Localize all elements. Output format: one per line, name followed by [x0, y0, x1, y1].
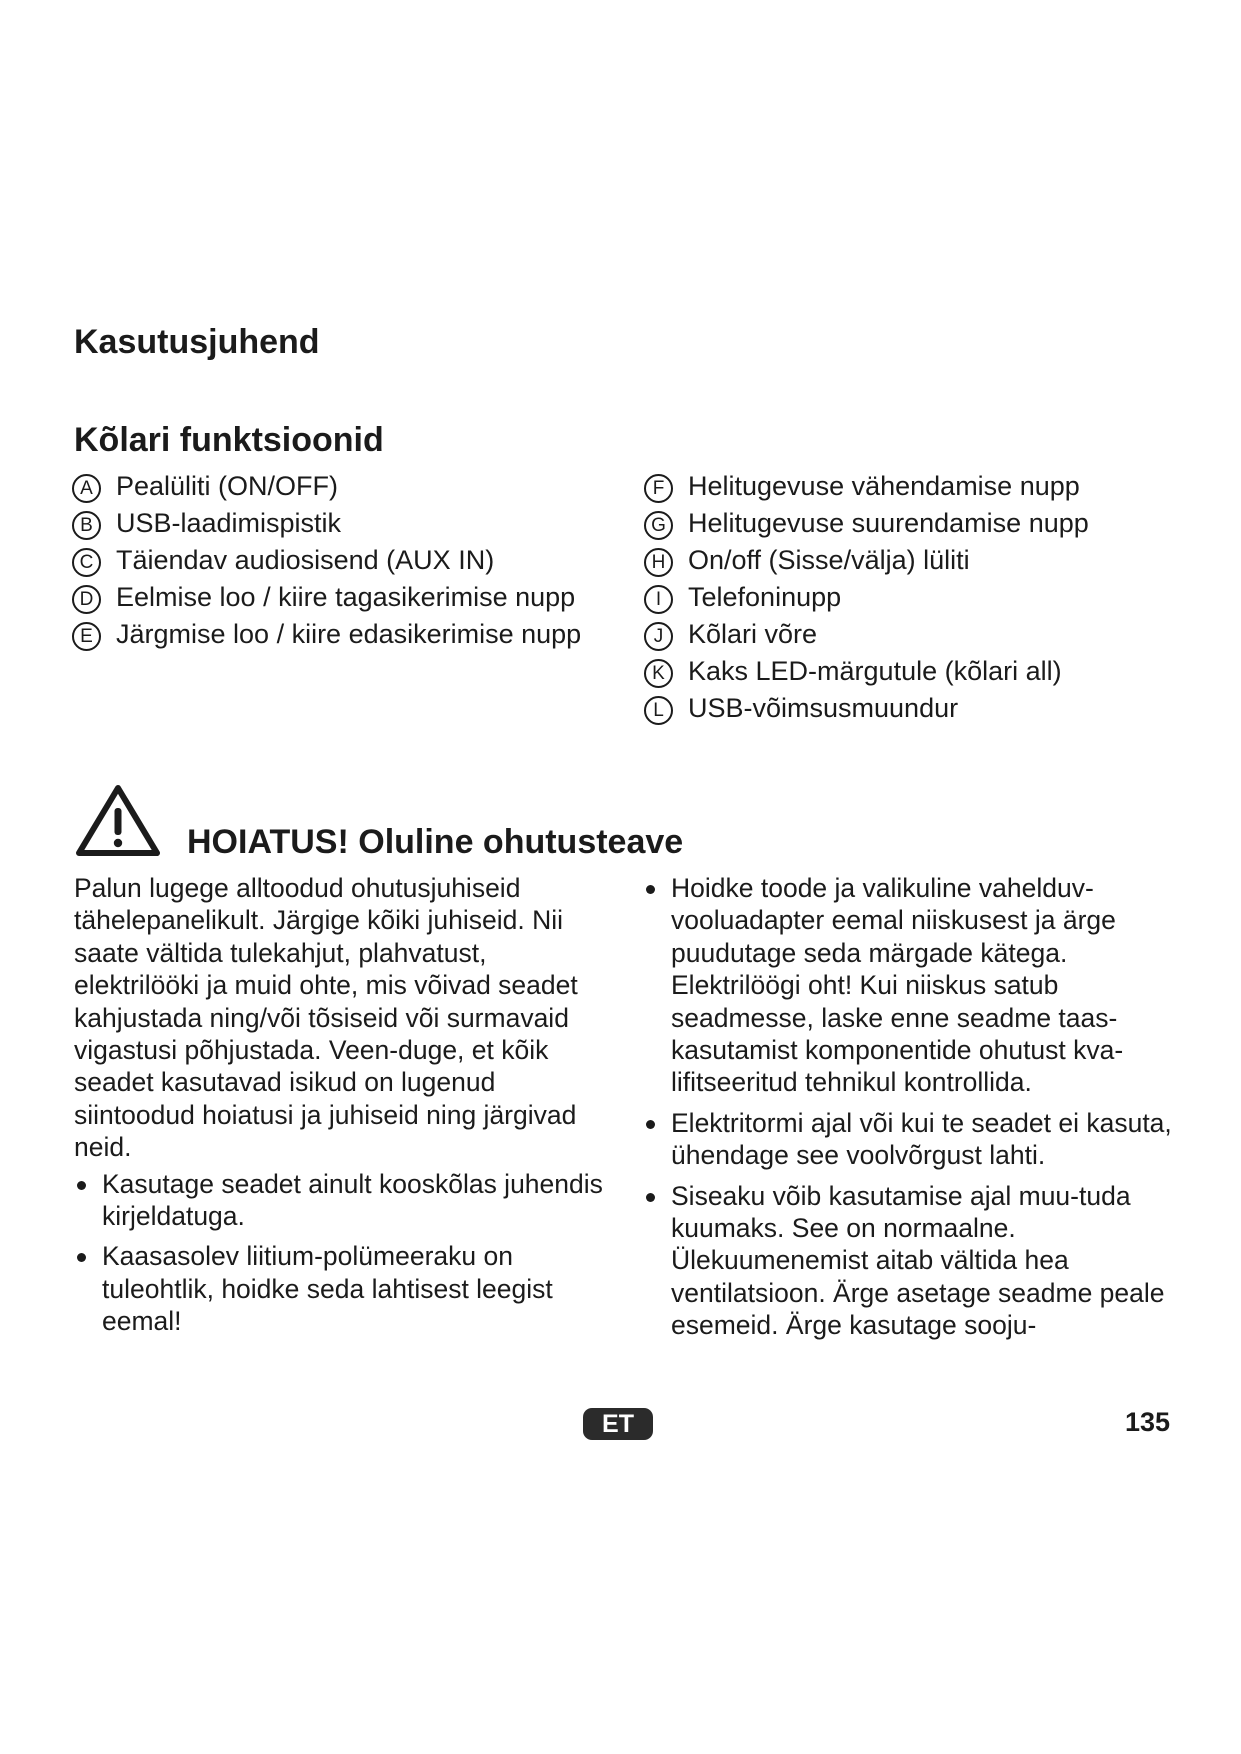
feature-text-f: Helitugevuse vähendamise nupp [688, 471, 1080, 501]
feature-item-g [644, 507, 1204, 540]
feature-item-b [72, 507, 592, 540]
feature-text-l: USB-võimsusmuundur [688, 693, 959, 723]
bullet-text: Siseaku võib kasutamise ajal muu-tuda kuumaks. See on normaalne. Ülekuumenemist aitab vältida hea ventilatsioon. Ärge asetage seadme peale esemeid. Ärge kasutage sooju- [671, 1180, 1165, 1341]
safety-column-left [74, 872, 604, 1346]
safety-bullets-right [643, 872, 1183, 1342]
feature-item-c [72, 544, 592, 577]
warning-triangle-icon [74, 782, 162, 860]
bullet-dot-icon [77, 1253, 86, 1262]
circled-letter-a: A [72, 474, 101, 503]
feature-item-i [644, 581, 1204, 614]
features-list-left [72, 470, 592, 655]
feature-item-h [644, 544, 1204, 577]
circled-letter-f: F [644, 474, 673, 503]
feature-text-g: Helitugevuse suurendamise nupp [688, 508, 1089, 538]
circled-letter-b: B [72, 511, 101, 540]
bullet-dot-icon [77, 1181, 86, 1190]
bullet-dot-icon [646, 1120, 655, 1129]
feature-text-j: Kõlari võre [688, 619, 818, 649]
circled-letter-c: C [72, 548, 101, 577]
bullet-item [74, 1168, 604, 1233]
feature-text-k: Kaks LED-märgutule (kõlari all) [688, 656, 1062, 686]
circled-letter-i: I [644, 585, 673, 614]
circled-letter-h: H [644, 548, 673, 577]
bullet-item [643, 872, 1183, 1099]
features-list-right [644, 470, 1204, 729]
bullet-dot-icon [646, 885, 655, 894]
feature-text-d: Eelmise loo / kiire tagasikerimise nupp [116, 582, 576, 612]
feature-text-e: Järgmise loo / kiire edasikerimise nupp [116, 619, 582, 649]
feature-text-b: USB-laadimispistik [116, 508, 342, 538]
feature-item-a [72, 470, 592, 503]
safety-intro: Palun lugege alltoodud ohutusjuhiseid tähelepanelikult. Järgige kõiki juhiseid. Nii saate vältida tulekahjut, plahvatust, elektrilööki ja muid ohte, mis võivad seadet kahjustada ning/või tõsiseid või surmavaid vigastusi põhjustada. Veen-duge, et kõik seadet kasutavad isikud on lugenud siintoodud hoiatusi ja juhiseid ning järgivad neid. [74, 873, 578, 1163]
feature-text-i: Telefoninupp [688, 582, 842, 612]
bullet-text: Hoidke toode ja valikuline vahelduv-vooluadapter eemal niiskusest ja ärge puudutage seda märgade kätega. Elektrilöögi oht! Kui niiskus satub seadmesse, laske enne seadme taas-kasutamist komponentide ohutust kva-lifitseeritud tehnikul kontrollida. [671, 873, 1124, 1098]
circled-letter-d: D [72, 585, 101, 614]
safety-bullets-left [74, 1168, 604, 1338]
bullet-text: Kaasasolev liitium-polümeeraku on tuleohtlik, hoidke seda lahtisest leegist eemal! [102, 1241, 553, 1337]
circled-letter-l: L [644, 696, 673, 725]
warning-title: HOIATUS! Oluline ohutusteave [187, 823, 684, 861]
circled-letter-e: E [72, 622, 101, 651]
circled-letter-j: J [644, 622, 673, 651]
circled-letter-g: G [644, 511, 673, 540]
feature-item-l [644, 692, 1204, 725]
feature-text-c: Täiendav audiosisend (AUX IN) [116, 545, 495, 575]
language-badge: ET [583, 1408, 653, 1440]
feature-item-k [644, 655, 1204, 688]
bullet-dot-icon [646, 1193, 655, 1202]
feature-item-j [644, 618, 1204, 651]
bullet-item [643, 1107, 1183, 1172]
feature-item-e [72, 618, 592, 651]
circled-letter-k: K [644, 659, 673, 688]
page-title: Kasutusjuhend [74, 323, 320, 361]
feature-text-h: On/off (Sisse/välja) lüliti [688, 545, 970, 575]
bullet-text: Kasutage seadet ainult kooskõlas juhendis kirjeldatuga. [102, 1168, 603, 1232]
bullet-text: Elektritormi ajal või kui te seadet ei kasuta, ühendage see voolvõrgust lahti. [671, 1107, 1172, 1171]
feature-item-d [72, 581, 592, 614]
feature-text-a: Pealüliti (ON/OFF) [116, 471, 339, 501]
features-section-title: Kõlari funktsioonid [74, 421, 384, 459]
feature-item-f [644, 470, 1204, 503]
bullet-item [643, 1180, 1183, 1342]
bullet-item [74, 1240, 604, 1337]
page-number: 135 [1124, 1407, 1170, 1437]
safety-column-right [643, 872, 1183, 1350]
